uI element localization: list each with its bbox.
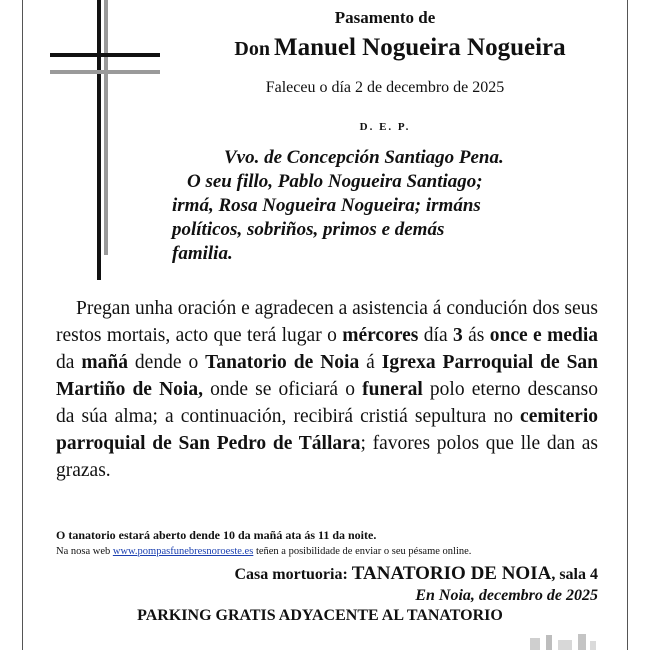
frame-right-border <box>627 0 628 650</box>
cross-shadow-vertical <box>104 0 108 255</box>
mortuary-label: Casa mortuoria: <box>234 566 352 583</box>
mortuary-location <box>130 563 598 585</box>
paragraph-text: ; favores polos que lle dan as grazas. <box>56 433 598 481</box>
mortuary-room: , sala 4 <box>551 566 598 583</box>
website-link[interactable]: www.pompasfunebresnoroeste.es <box>112 546 254 557</box>
paragraph-text: onde se oficiará o <box>202 379 363 400</box>
web-prefix: Na nosa web <box>56 546 113 557</box>
parking-notice: PARKING GRATIS ADYACENTE AL TANATORIO <box>137 607 503 624</box>
ceremony-time: once e media <box>489 325 598 346</box>
paragraph-text: dende o <box>127 352 206 373</box>
departure-place: Tanatorio de Noia <box>205 352 360 373</box>
opening-hours: O tanatorio estará aberto dende 10 da mañá ata ás 11 da noite. <box>56 528 377 542</box>
service-type: funeral <box>362 379 423 400</box>
paragraph-text: da <box>56 352 82 373</box>
death-date: Faleceu o día 2 de decembro de 2025 <box>265 79 505 96</box>
name-prefix: Don <box>234 38 270 60</box>
web-suffix: teñen a posibilidade de enviar o seu pésame online. <box>253 546 472 557</box>
family-line: políticos, sobriños, primos e demás <box>172 219 445 240</box>
family-line: Vvo. de Concepción Santiago Pena. <box>224 147 504 168</box>
church-name: Igrexa Parroquial de San Martiño de Noia, <box>56 352 599 400</box>
cross-horizontal <box>50 53 160 57</box>
mortuary-name: TANATORIO DE NOIA <box>351 563 552 584</box>
ceremony-paragraph <box>56 295 598 484</box>
name-main: Manuel Nogueira Nogueira <box>273 34 566 61</box>
family-line: familia. <box>172 243 233 264</box>
paragraph-text: ás <box>462 325 490 346</box>
notice-title: Pasamento de <box>334 8 436 27</box>
cross-shadow-horizontal <box>50 70 160 74</box>
day-name: mércores <box>342 325 419 346</box>
paragraph-text: Pregan unha oración e agradecen a asistencia á condución dos seus restos mortais, acto que terá lugar o <box>56 298 598 346</box>
frame-left-border <box>22 0 23 650</box>
family-line: O seu fillo, Pablo Nogueira Santiago; <box>187 171 483 192</box>
deceased-name <box>170 34 630 62</box>
company-logo-icon <box>528 632 598 650</box>
family-block <box>172 146 597 266</box>
paragraph-text: día <box>418 325 453 346</box>
paragraph-text: á <box>359 352 382 373</box>
family-line: irmá, Rosa Nogueira Nogueira; irmáns <box>172 195 481 216</box>
cross-vertical <box>97 0 101 280</box>
rip-abbreviation: D. E. P. <box>359 121 411 133</box>
web-notice <box>56 546 596 557</box>
time-of-day: mañá <box>81 352 128 373</box>
paragraph-text: polo eterno descanso da súa alma; a continuación, recibirá cristiá sepultura no <box>56 379 598 427</box>
place-and-date: En Noia, decembro de 2025 <box>415 587 598 604</box>
cemetery-name: cemiterio parroquial de San Pedro de Tállara <box>56 406 598 454</box>
day-number: 3 <box>452 325 463 346</box>
